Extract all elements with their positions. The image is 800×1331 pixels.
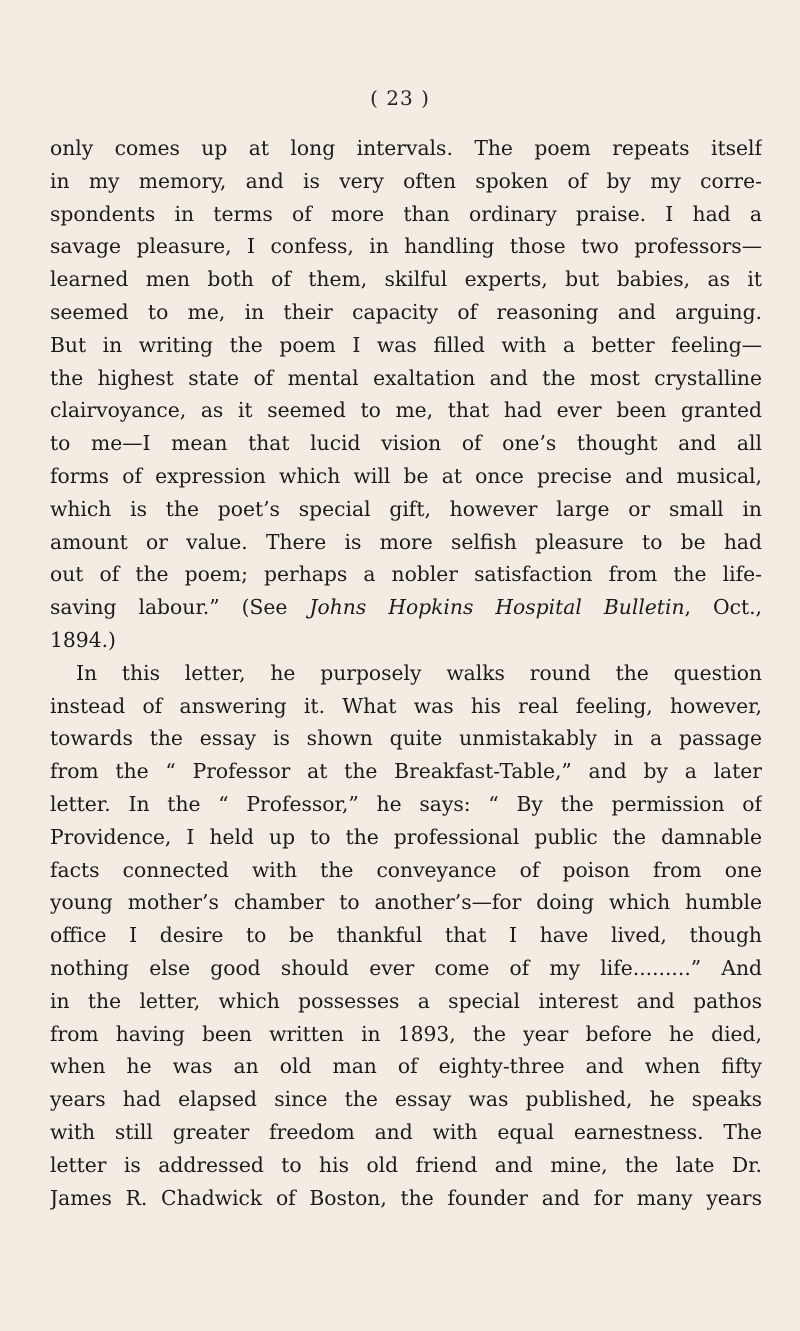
text-line: facts connected with the conveyance of poison from one xyxy=(50,857,762,882)
text-line: But in writing the poem I was filled with a better feeling— xyxy=(50,332,762,357)
text-line: James R. Chadwick of Boston, the founder and for many years xyxy=(50,1185,762,1210)
text-line: seemed to me, in their capacity of reasoning and arguing. xyxy=(50,299,762,324)
text-line: Providence, I held up to the professional public the damnable xyxy=(50,824,762,849)
citation-title: Johns Hopkins Hospital Bulletin xyxy=(309,595,685,620)
text-line: in my memory, and is very often spoken of by my corre- xyxy=(50,168,762,193)
text-line: out of the poem; perhaps a nobler satisfaction from the life- xyxy=(50,562,762,587)
text-line: instead of answering it. What was his real feeling, however, xyxy=(50,693,762,718)
text-line: clairvoyance, as it seemed to me, that had ever been granted xyxy=(50,398,762,423)
text-line: years had elapsed since the essay was published, he speaks xyxy=(50,1087,762,1112)
text-line-with-citation xyxy=(50,591,762,624)
citation-prefix: saving labour.” (See xyxy=(50,595,310,620)
text-line: young mother’s chamber to another’s—for doing which humble xyxy=(50,890,762,915)
text-line: letter is addressed to his old friend and mine, the late Dr. xyxy=(50,1152,762,1177)
citation-suffix: , Oct., xyxy=(684,595,762,620)
text-line: amount or value. There is more selfish pleasure to be had xyxy=(50,529,762,554)
text-line: from having been written in 1893, the year before he died, xyxy=(50,1021,762,1046)
page-number: ( 23 ) xyxy=(370,86,430,110)
text-line: from the “ Professor at the Breakfast-Table,” and by a later xyxy=(50,759,762,784)
text-line: forms of expression which will be at once precise and musical, xyxy=(50,463,762,488)
text-line: learned men both of them, skilful experts, but babies, as it xyxy=(50,267,762,292)
text-line: to me—I mean that lucid vision of one’s thought and all xyxy=(50,431,762,456)
text-line: nothing else good should ever come of my life.........” And xyxy=(50,955,762,980)
text-line: which is the poet’s special gift, however large or small in xyxy=(50,496,762,521)
text-line: with still greater freedom and with equal earnestness. The xyxy=(50,1119,762,1144)
text-line: savage pleasure, I confess, in handling those two professors— xyxy=(50,234,762,259)
paragraph-start-line: In this letter, he purposely walks round the question xyxy=(76,660,762,685)
text-line: spondents in terms of more than ordinary praise. I had a xyxy=(50,201,762,226)
text-line: only comes up at long intervals. The poem repeats itself xyxy=(50,136,762,160)
text-line: towards the essay is shown quite unmistakably in a passage xyxy=(50,726,762,751)
text-line: in the letter, which possesses a special interest and pathos xyxy=(50,988,762,1013)
text-line: letter. In the “ Professor,” he says: “ By the permission of xyxy=(50,791,762,816)
text-line: 1894.) xyxy=(50,627,116,652)
text-line: the highest state of mental exaltation and the most crystalline xyxy=(50,365,762,390)
text-line: when he was an old man of eighty-three and when fifty xyxy=(50,1054,762,1079)
body-text xyxy=(50,132,762,1214)
text-line: office I desire to be thankful that I have lived, though xyxy=(50,923,762,948)
